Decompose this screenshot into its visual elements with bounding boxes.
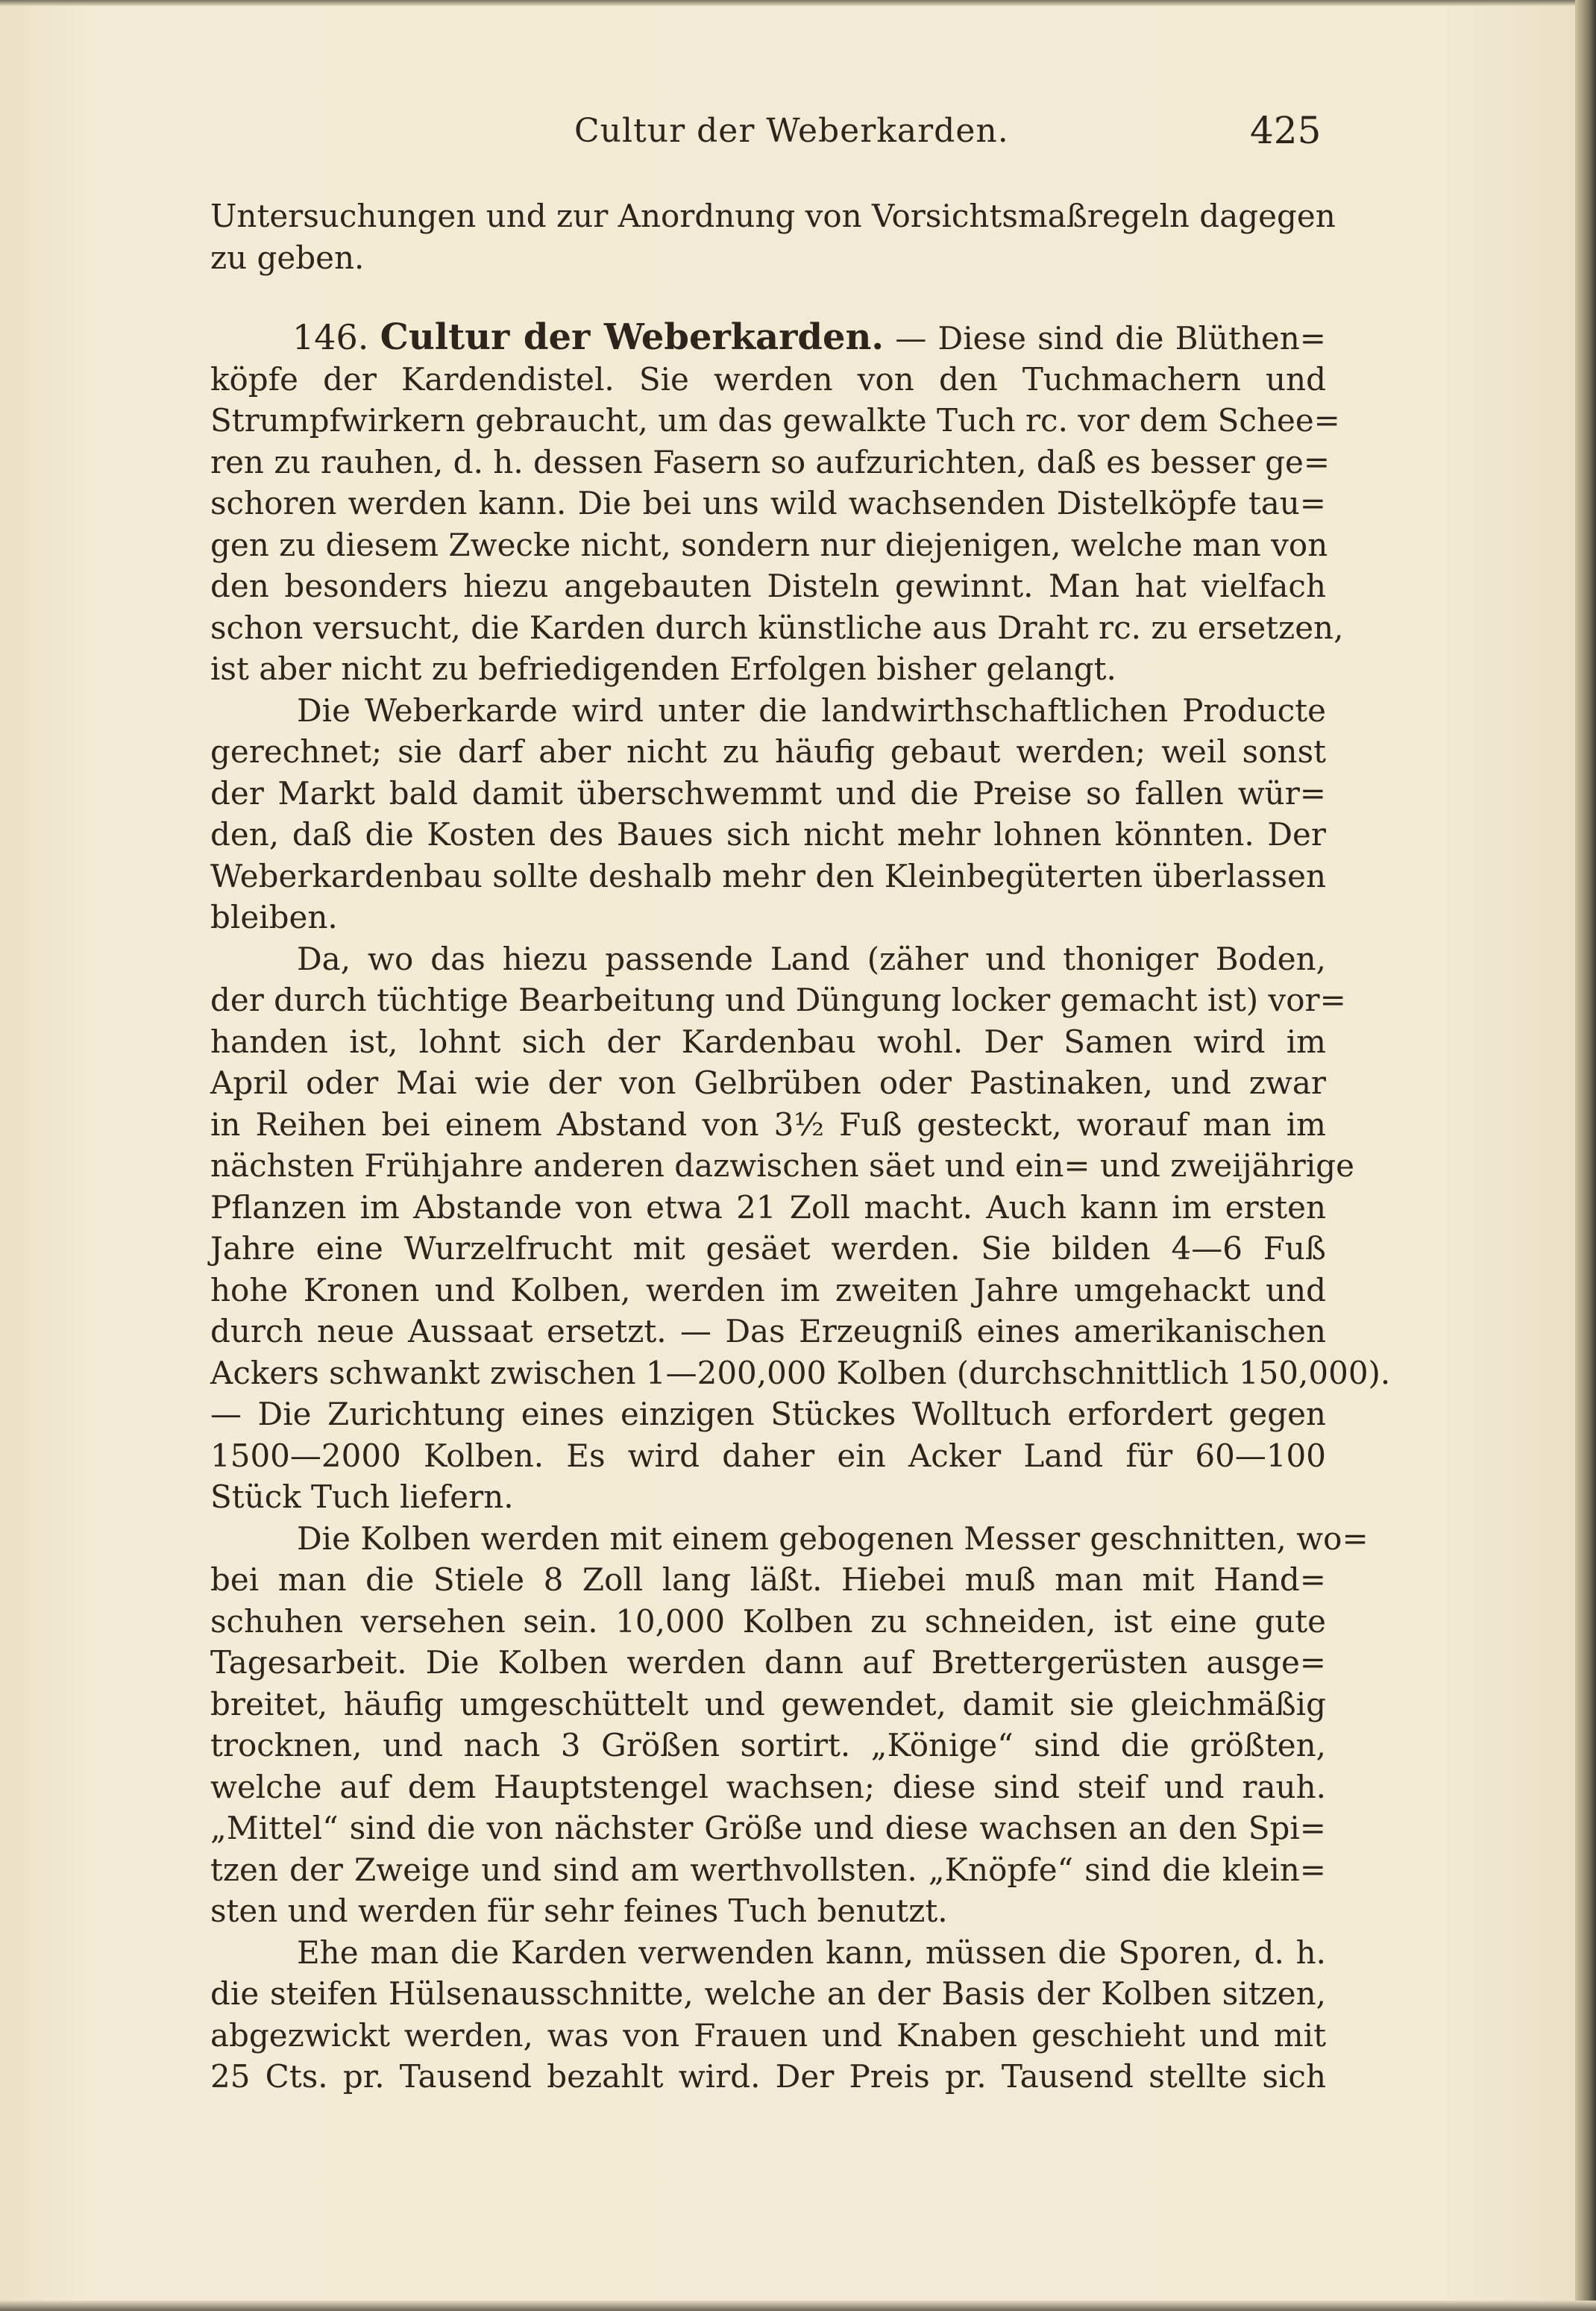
text-line: in Reihen bei einem Abstand von 3½ Fuß gesteckt, worauf man im <box>210 1106 1326 1143</box>
text-line: Ehe man die Karden verwenden kann, müssen die Sporen, d. h. <box>297 1934 1326 1971</box>
text-line: breitet, häufig umgeschüttelt und gewendet, damit sie gleichmäßig <box>210 1685 1326 1722</box>
text-line: den besonders hiezu angebauten Disteln gewinnt. Man hat vielfach <box>210 568 1326 604</box>
text-line: Stück Tuch liefern. <box>210 1479 514 1515</box>
text-line: handen ist, lohnt sich der Kardenbau wohl. Der Samen wird im <box>210 1023 1326 1060</box>
text-line: nächsten Frühjahre anderen dazwischen säet und ein= und zweijährige <box>210 1147 1355 1184</box>
section-heading-line <box>210 317 1326 359</box>
text-line: Untersuchungen und zur Anordnung von Vorsichtsmaßregeln dagegen <box>210 198 1336 234</box>
text-line: trocknen, und nach 3 Größen sortirt. „Könige“ sind die größten, <box>210 1727 1326 1763</box>
text-line: April oder Mai wie der von Gelbrüben oder Pastinaken, und zwar <box>210 1064 1326 1101</box>
text-line: tzen der Zweige und sind am werthvollsten. „Knöpfe“ sind die klein= <box>210 1851 1326 1888</box>
text-line: durch neue Aussaat ersetzt. — Das Erzeugniß eines amerikanischen <box>210 1313 1326 1349</box>
page-top-edge <box>0 0 1596 6</box>
section-gap <box>210 278 1326 317</box>
text-line: den, daß die Kosten des Baues sich nicht mehr lohnen könnten. Der <box>210 816 1326 853</box>
body-text <box>210 195 1391 2098</box>
text-line: schon versucht, die Karden durch künstliche aus Draht rc. zu ersetzen, <box>210 609 1344 646</box>
text-line: Jahre eine Wurzelfrucht mit gesäet werden. Sie bilden 4—6 Fuß <box>210 1230 1326 1267</box>
text-line: Weberkardenbau sollte deshalb mehr den Kleinbegüterten überlassen <box>210 857 1326 894</box>
text-line: Tagesarbeit. Die Kolben werden dann auf Brettergerüsten ausge= <box>210 1644 1326 1681</box>
text-line: gen zu diesem Zwecke nicht, sondern nur diejenigen, welche man von <box>210 526 1328 563</box>
text-line: köpfe der Kardendistel. Sie werden von den Tuchmachern und <box>210 360 1326 398</box>
page-right-edge <box>1575 0 1596 2311</box>
text-line: ist aber nicht zu befriedigenden Erfolgen bisher gelangt. <box>210 650 1116 687</box>
text-line: der Markt bald damit überschwemmt und die Preise so fallen wür= <box>210 774 1326 812</box>
page-bottom-edge <box>0 2301 1596 2311</box>
section-title: Cultur der Weberkarden. <box>380 316 885 358</box>
text-line: Ackers schwankt zwischen 1—200,000 Kolben (durchschnittlich 150,000). <box>210 1354 1391 1391</box>
text-line: 1500—2000 Kolben. Es wird daher ein Acker Land für 60—100 <box>210 1437 1326 1474</box>
text-line: Pflanzen im Abstande von etwa 21 Zoll macht. Auch kann im ersten <box>210 1188 1326 1226</box>
text-line: — Die Zurichtung eines einzigen Stückes Wolltuch erfordert gegen <box>210 1396 1326 1432</box>
text-line: welche auf dem Hauptstengel wachsen; diese sind steif und rauh. <box>210 1768 1326 1805</box>
text-line: bleiben. <box>210 899 338 935</box>
section-first-line-text: — Diese sind die Blüthen= <box>884 320 1326 357</box>
text-line: zu geben. <box>210 239 365 276</box>
text-line: Strumpfwirkern gebraucht, um das gewalkte Tuch rc. vor dem Schee= <box>210 402 1340 439</box>
section-number: 146. <box>292 317 369 357</box>
text-line: die steifen Hülsenausschnitte, welche an der Basis der Kolben sitzen, <box>210 1975 1326 2012</box>
page-number: 425 <box>1250 109 1322 152</box>
text-line: hohe Kronen und Kolben, werden im zweiten Jahre umgehackt und <box>210 1271 1326 1308</box>
text-line: 25 Cts. pr. Tausend bezahlt wird. Der Preis pr. Tausend stellte sich <box>210 2058 1326 2095</box>
text-line: Da, wo das hiezu passende Land (zäher und thoniger Boden, <box>297 940 1326 977</box>
text-line: schoren werden kann. Die bei uns wild wachsenden Distelköpfe tau= <box>210 485 1326 521</box>
text-line: ren zu rauhen, d. h. dessen Fasern so aufzurichten, daß es besser ge= <box>210 443 1330 480</box>
text-line: sten und werden für sehr feines Tuch benutzt. <box>210 1893 948 1929</box>
text-line: „Mittel“ sind die von nächster Größe und diese wachsen an den Spi= <box>210 1810 1326 1846</box>
running-head: Cultur der Weberkarden. <box>574 112 1009 150</box>
text-line: gerechnet; sie darf aber nicht zu häufig gebaut werden; weil sonst <box>210 733 1326 770</box>
text-line: Die Kolben werden mit einem gebogenen Messer geschnitten, wo= <box>297 1520 1369 1557</box>
text-line: Die Weberkarde wird unter die landwirthschaftlichen Producte <box>297 692 1326 729</box>
text-line: schuhen versehen sein. 10,000 Kolben zu schneiden, ist eine gute <box>210 1602 1326 1640</box>
text-line: bei man die Stiele 8 Zoll lang läßt. Hiebei muß man mit Hand= <box>210 1561 1326 1598</box>
text-line: abgezwickt werden, was von Frauen und Knaben geschieht und mit <box>210 2016 1326 2054</box>
text-line: der durch tüchtige Bearbeitung und Düngung locker gemacht ist) vor= <box>210 982 1346 1018</box>
